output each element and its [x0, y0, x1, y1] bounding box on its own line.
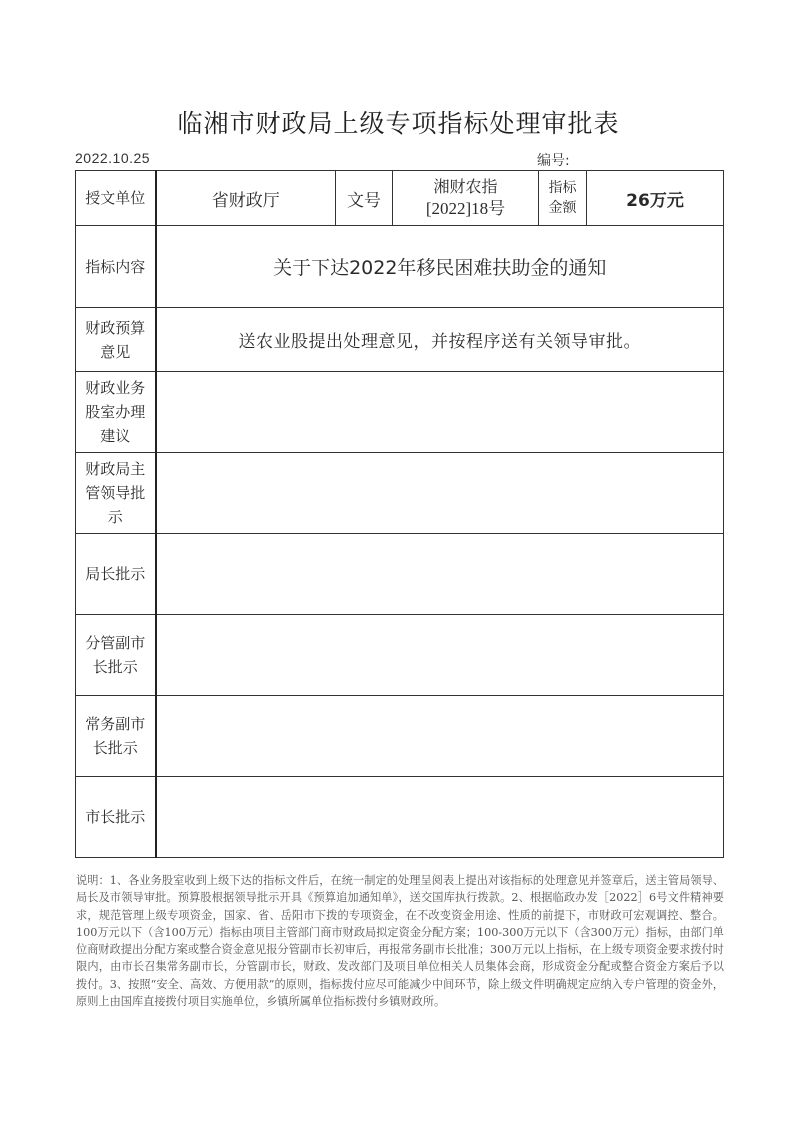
- row-value-mayor-instruction[interactable]: [156, 777, 724, 858]
- row-value-executive-vice-mayor-instruction[interactable]: [156, 696, 724, 777]
- header-row: [76, 171, 724, 226]
- row-label: 局长批示: [76, 534, 156, 615]
- form-row-business-suggestion: [76, 372, 724, 453]
- document-date: 2022.10.25: [75, 150, 151, 166]
- row-label: 财政局主 管领导批 示: [76, 453, 156, 534]
- row-value-business-suggestion[interactable]: [156, 372, 724, 453]
- row-value-leader-instruction[interactable]: [156, 453, 724, 534]
- amount-label-line2: 金额: [548, 200, 577, 216]
- row-label: 指标内容: [76, 226, 156, 308]
- row-value-content: 关于下达2022年移民困难扶助金的通知: [156, 226, 724, 308]
- row-value-vice-mayor-instruction[interactable]: [156, 615, 724, 696]
- doc-no-line1: 湘财农指: [433, 177, 498, 196]
- row-label: 分管副市 长批示: [76, 615, 156, 696]
- row-label: 财政业务 股室办理 建议: [76, 372, 156, 453]
- row-label: 市长批示: [76, 777, 156, 858]
- amount-label: [539, 171, 587, 226]
- footnote: 说明：1、各业务股室收到上级下达的指标文件后，在统一制定的处理呈阅表上提出对该指标的处理意见并签章后，送主管局领导、局长及市领导审批。预算股根据领导批示开具《预算追加通知单》，送交国库执行拨款。2、根据临政办发［2022］6号文件精神要求，规范管理上级专项资金，国家、省、岳阳市下拨的专项资金，在不改变资金用途、性质的前提下，市财政可宏观调控、整合。100万元以下（含100万元）指标由项目主管部门商市财政局拟定资金分配方案；100-300万元以下（含300万元）指标，由部门单位商财政提出分配方案或整合资金意见报分管副市长初审后，再报常务副市长批准；300万元以上指标，在上级专项资金要求拨付时限内，由市长召集常务副市长，分管副市长，财政、发改部门及项目单位相关人员集体会商，形成资金分配或整合资金方案后予以拨付。3、按照“安全、高效、方便用款”的原则，指标拨付应尽可能减少中间环节，除上级文件明确规定应纳入专户管理的资金外，原则上由国库直接拨付项目实施单位，乡镇所属单位指标拨付乡镇财政所。: [76, 874, 724, 1009]
- row-label: 财政预算 意见: [76, 308, 156, 372]
- form-row-director-instruction: [76, 534, 724, 615]
- doc-no-value: [393, 171, 539, 226]
- form-row-budget-opinion: [76, 308, 724, 372]
- serial-number-label: 编号:: [537, 153, 570, 169]
- form-row-leader-instruction: [76, 453, 724, 534]
- doc-no-line2: [2022]18号: [425, 199, 506, 218]
- form-row-executive-vice-mayor-instruction: [76, 696, 724, 777]
- row-value-budget-opinion: 送农业股提出处理意见，并按程序送有关领导审批。: [156, 308, 724, 372]
- row-label: 常务副市 长批示: [76, 696, 156, 777]
- document-title: 临湘市财政局上级专项指标处理审批表: [177, 109, 620, 138]
- row-value-director-instruction[interactable]: [156, 534, 724, 615]
- approval-form-table: [75, 170, 724, 858]
- amount-value: 26万元: [587, 171, 724, 226]
- doc-no-label: 文号: [336, 171, 393, 226]
- issuer-label: 授文单位: [76, 171, 156, 226]
- form-row-mayor-instruction: [76, 777, 724, 858]
- form-row-content: [76, 226, 724, 308]
- amount-label-line1: 指标: [548, 180, 577, 196]
- form-row-vice-mayor-instruction: [76, 615, 724, 696]
- issuer-value: 省财政厅: [156, 171, 336, 226]
